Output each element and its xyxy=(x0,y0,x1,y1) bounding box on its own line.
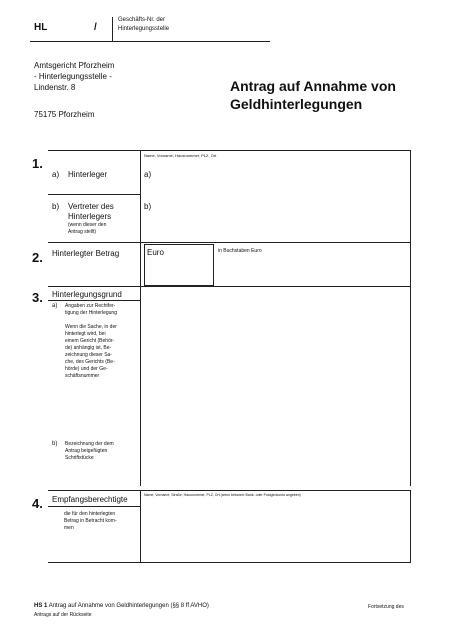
section3-label: Hinterlegungsgrund xyxy=(52,290,122,299)
section4-hint: Name, Vorname, Straße, Hausnummer, PLZ, Ort (wenn bekannt: Bank- oder Postgirokonto angeben) xyxy=(144,493,301,497)
form-code: HS 1 xyxy=(34,603,48,609)
address-line3: Lindenstr. 8 xyxy=(34,83,76,92)
hl-prefix: HL xyxy=(34,22,48,33)
section3a-note-line3: einem Gericht (Behör- xyxy=(65,338,115,344)
amount-words-label: in Buchstaben Euro xyxy=(218,248,262,254)
section1b-note-line1: (wenn dieser den xyxy=(68,222,107,228)
form-title-line2: Geldhinterlegungen xyxy=(230,96,363,112)
section2-right-border xyxy=(410,242,411,286)
address-line1: Amtsgericht Pforzheim xyxy=(34,61,115,70)
address-line2: - Hinterlegungsstelle - xyxy=(34,72,112,81)
section2-top-rule xyxy=(48,242,411,243)
section2-number: 2. xyxy=(32,250,43,265)
section1b-note-line2: Antrag stellt) xyxy=(68,229,97,235)
section3-right-border xyxy=(410,286,411,486)
section1-right-border xyxy=(410,150,411,242)
section4-col-divider xyxy=(140,490,141,562)
section3b-line1: Bezeichnung der dem xyxy=(65,441,114,447)
section3-label-rule xyxy=(48,300,140,301)
header-divider xyxy=(112,17,113,41)
section3a-note-line5: zeichnung dieser Sa- xyxy=(65,352,112,358)
section3b-label: b) xyxy=(52,441,58,447)
section4-label: Empfangsberechtigte xyxy=(52,495,128,504)
section1-hint: Name, Vorname, Hausnummer, PLZ, Ort xyxy=(144,153,217,158)
section1a-label: a) xyxy=(52,170,60,179)
hl-slash: / xyxy=(94,22,97,33)
section3a-note-line1: Wenn die Sache, in der xyxy=(65,324,117,330)
section3a-note-line7: hörde) und der Ge- xyxy=(65,366,108,372)
section3b-line2: Antrag beigefügten xyxy=(65,448,108,454)
section1-ab-rule xyxy=(48,194,140,195)
section1b-field[interactable]: b) xyxy=(144,202,152,211)
reference-label-line1: Geschäfts-Nr. der xyxy=(118,17,166,23)
section3a-line2: tigung der Hinterlegung xyxy=(65,310,117,316)
section1-number: 1. xyxy=(32,156,43,171)
section3a-note-line6: che, des Gerichts (Be- xyxy=(65,359,115,365)
section4-note-line3: men xyxy=(64,525,74,531)
section3a-note-line4: de) anhängig ist, Be- xyxy=(65,345,112,351)
section4-label-rule xyxy=(48,506,140,507)
footer-description: Antrag auf Annahme von Geldhinterlegungen (§§ 8 ff AVHO) xyxy=(48,603,209,609)
recipient-text-area[interactable] xyxy=(144,500,408,560)
section4-note-line1: die für den hinterlegten xyxy=(64,511,116,517)
form-bottom-rule xyxy=(48,562,411,563)
section1-col-divider xyxy=(140,150,141,242)
section2-label: Hinterlegter Betrag xyxy=(52,249,120,258)
section3a-line1: Angaben zur Rechtfer- xyxy=(65,303,116,309)
reason-text-area[interactable] xyxy=(144,290,408,482)
section2-col-divider xyxy=(140,242,141,286)
footer-continue-line1: Fortsetzung des xyxy=(368,604,404,610)
form-title-line1: Antrag auf Annahme von xyxy=(230,78,396,94)
section1-top-rule xyxy=(48,150,411,151)
section3a-label: a) xyxy=(52,303,58,309)
section4-top-rule xyxy=(48,490,411,491)
section3b-line3: Schriftstücke xyxy=(65,455,94,461)
section4-number: 4. xyxy=(32,496,43,511)
section1a-field[interactable]: a) xyxy=(144,170,152,179)
section4-right-border xyxy=(410,490,411,562)
section3-top-rule xyxy=(48,286,411,287)
footer-continue-line2: Antrags auf der Rückseite xyxy=(34,612,92,618)
section3a-note-line2: hinterlegt wird, bei xyxy=(65,331,106,337)
currency-label: Euro xyxy=(147,248,164,257)
section1a-text: Hinterleger xyxy=(68,170,108,179)
section3-number: 3. xyxy=(32,290,43,305)
address-line4: 75175 Pforzheim xyxy=(34,110,95,119)
section1b-label: b) xyxy=(52,202,60,211)
section3a-note-line8: schäftsnummer xyxy=(65,373,100,379)
section1b-text-line2: Hinterlegers xyxy=(68,212,112,221)
reference-label-line2: Hinterlegungsstelle xyxy=(118,26,170,32)
section3-col-divider xyxy=(140,286,141,486)
header-underline xyxy=(30,41,270,42)
section4-note-line2: Betrag in Betracht kom- xyxy=(64,518,117,524)
section1b-text-line1: Vertreter des xyxy=(68,202,114,211)
